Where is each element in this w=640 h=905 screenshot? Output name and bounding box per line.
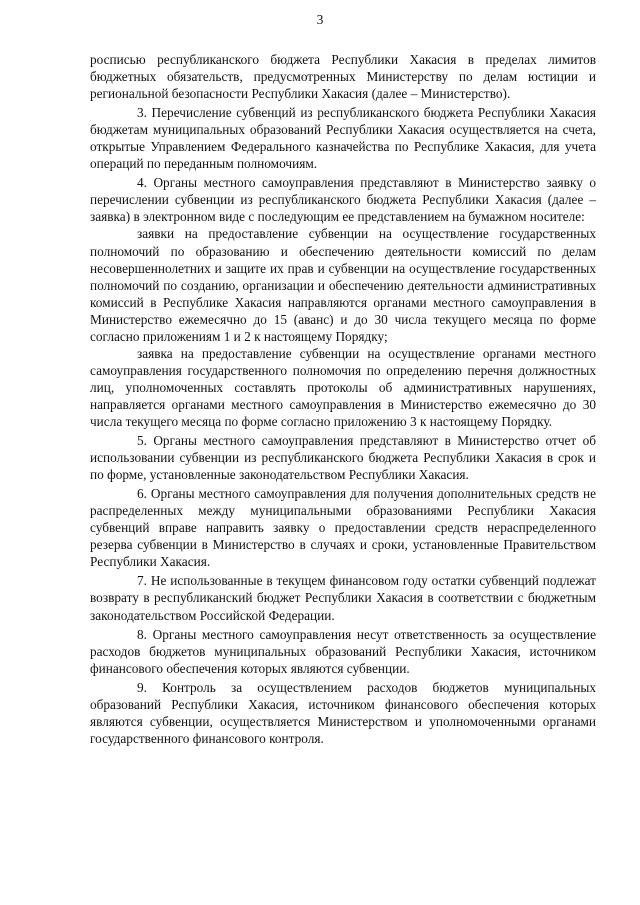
paragraph-item-6: 6. Органы местного самоуправления для получения дополнительных средств не распределенных между муниципальными образованиями Республики Хакасия субвенций вправе направить заявку о предоставлении средств нераспределенного резерва субвенции в Министерство в случаях и сроки, установленные Правительством Республики Хакасия. [90,486,596,570]
paragraph-item-8: 8. Органы местного самоуправления несут ответственность за осуществление расходов бюджетов муниципальных образований Республики Хакасия, источником финансового обеспечения которых являются субвенции. [90,626,596,676]
paragraph-item-3: 3. Перечисление субвенций из республиканского бюджета Республики Хакасия бюджетам муниципальных образований Республики Хакасия осуществляется на счета, открытые Управлением Федерального казначейства по Республике Хакасия, для учета операций по переданным полномочиям. [90,105,596,172]
page-number: 3 [316,12,324,27]
paragraph-item-7: 7. Не использованные в текущем финансовом году остатки субвенций подлежат возврату в республиканский бюджет Республики Хакасия в соответствии с бюджетным законодательством Российской Федерации. [90,573,596,623]
paragraph-continuation: росписью республиканского бюджета Республики Хакасия в пределах лимитов бюджетных обязательств, предусмотренных Министерству по делам юстиции и региональной безопасности Республики Хакасия (далее – Министерство). [90,52,596,102]
paragraph-item-4-subitem-1: заявки на предоставление субвенции на осуществление государственных полномочий по образованию и обеспечению деятельности комиссий по делам несовершеннолетних и защите их прав и субвенции на осуществление государственных полномочий по созданию, организации и обеспечению деятельности административных комиссий в Республике Хакасия направляются органами местного самоуправления в Министерство ежемесячно до 15 (аванс) и до 30 числа текущего месяца по форме согласно приложениям 1 и 2 к настоящему Порядку; [90,226,596,344]
paragraph-item-4: 4. Органы местного самоуправления представляют в Министерство заявку о перечислении субвенции из республиканского бюджета Республики Хакасия (далее – заявка) в электронном виде с последующим ее представлением на бумажном носителе: [90,175,596,225]
document-body [90,51,596,747]
paragraph-item-5: 5. Органы местного самоуправления представляют в Министерство отчет об использовании субвенции из республиканского бюджета Республики Хакасия в срок и по форме, установленные законодательством Республики Хакасия. [90,433,596,483]
paragraph-item-4-subitem-2: заявка на предоставление субвенции на осуществление органами местного самоуправления государственного полномочия по определению перечня должностных лиц, уполномоченных составлять протоколы об административных нарушениях, направляется органами местного самоуправления в Министерство ежемесячно до 30 числа текущего месяца по форме согласно приложению 3 к настоящему Порядку. [90,345,596,429]
paragraph-item-9: 9. Контроль за осуществлением расходов бюджетов муниципальных образований Республики Хакасия, источником финансового обеспечения которых являются субвенции, осуществляется Министерством и уполномоченными органами государственного финансового контроля. [90,679,596,746]
